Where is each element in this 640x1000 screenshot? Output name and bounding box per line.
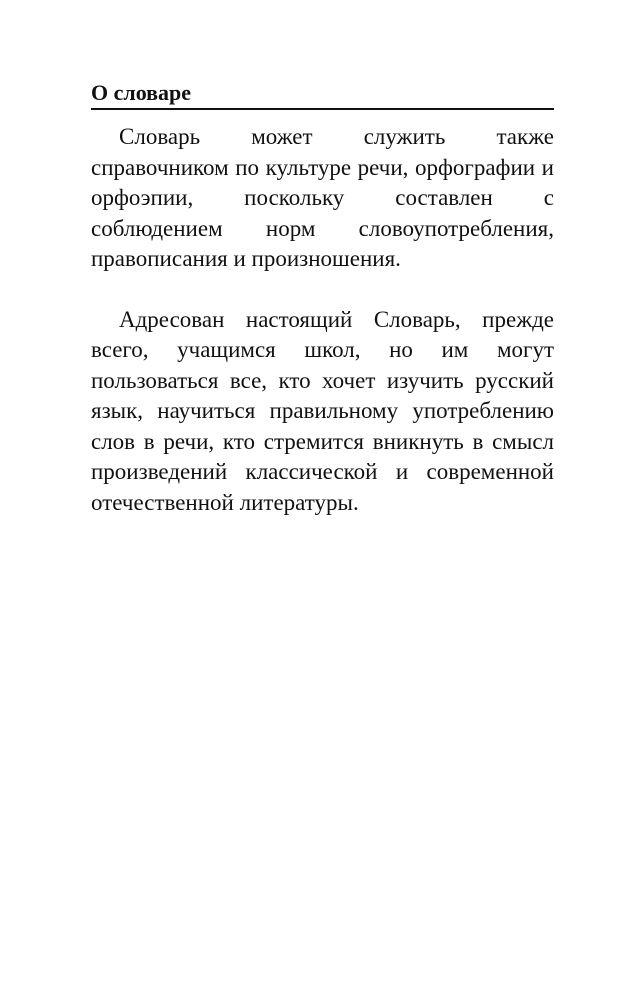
paragraph-1: Словарь может служить также справочником по культуре речи, орфографии и орфоэпии, поскольку составлен с соблюдением норм словоупотребления, правописания и произношения. <box>91 124 554 271</box>
document-page <box>91 80 554 518</box>
running-header <box>91 80 554 110</box>
body-text <box>91 122 554 518</box>
section-title: О словаре <box>91 80 192 105</box>
paragraph-2: Адресован настоящий Словарь, прежде всего, учащимся школ, но им могут пользоваться все, кто хочет изучить русский язык, научиться правильному употреблению слов в речи, кто стремится вникнуть в смысл произведений классической и современной отечественной литературы. <box>91 306 554 515</box>
